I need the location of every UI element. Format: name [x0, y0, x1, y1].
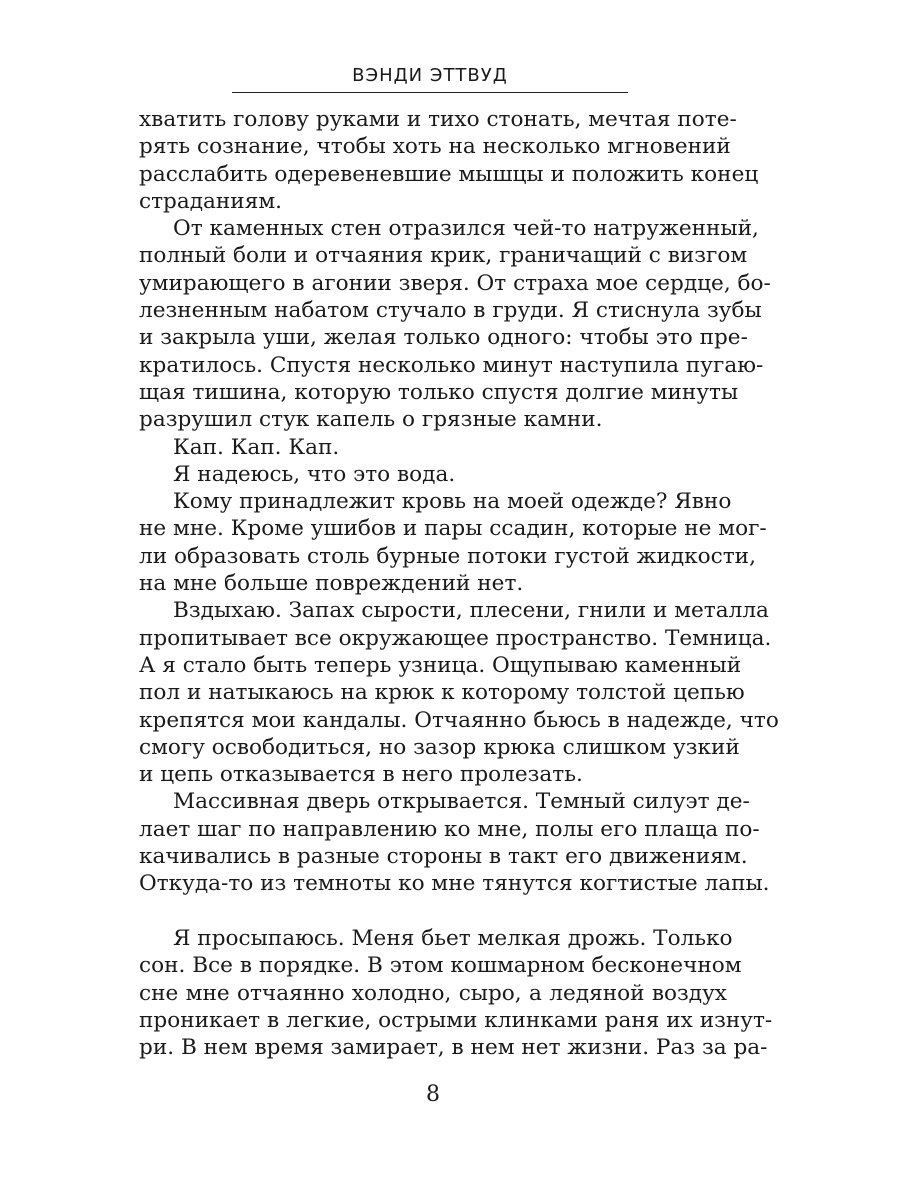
- text-line: кратилось. Спустя несколько минут наступила пугаю-: [139, 352, 764, 378]
- text-line: разрушил стук капель о грязные камни.: [139, 407, 603, 433]
- text-line: расслабить одеревеневшие мышцы и положить конец: [139, 161, 759, 187]
- text-line: проникает в легкие, острыми клинками раня их изнут-: [139, 1007, 773, 1033]
- text-line: Массивная дверь открывается. Темный силуэт де-: [173, 789, 750, 815]
- text-line: А я стало быть теперь узница. Ощупываю каменный: [139, 652, 742, 678]
- text-line: лает шаг по направлению ко мне, полы его плаща по-: [139, 816, 760, 842]
- running-title: ВЭНДИ ЭТТВУД: [352, 65, 508, 86]
- text-line: сон. Все в порядке. В этом кошмарном бесконечном: [139, 953, 742, 979]
- text-line: качивались в разные стороны в такт его движениям.: [139, 844, 748, 870]
- paragraph: [139, 488, 767, 597]
- text-line: лезненным набатом стучало в груди. Я стиснула зубы: [139, 298, 762, 324]
- paragraph: [139, 434, 727, 461]
- text-line: хватить голову руками и тихо стонать, мечтая поте-: [139, 107, 737, 132]
- text-line: и закрыла уши, желая только одного: чтобы это пре-: [139, 325, 748, 351]
- text-line: Я надеюсь, что это вода.: [173, 461, 456, 487]
- text-line: не мне. Кроме ушибов и пары ссадин, которые не мог-: [139, 516, 767, 542]
- text-line: ли образовать столь бурные потоки густой жидкости,: [139, 543, 756, 569]
- paragraph: [139, 925, 773, 1061]
- text-line: Кому принадлежит кровь на моей одежде? Явно: [173, 489, 732, 515]
- paragraph: [139, 461, 727, 488]
- text-line: крепятся мои кандалы. Отчаянно бьюсь в надежде, что: [139, 707, 779, 733]
- text-line: Кап. Кап. Кап.: [173, 434, 340, 460]
- text-line: От каменных стен отразился чей-то натруженный,: [173, 216, 759, 242]
- text-line: страданиям.: [139, 188, 282, 214]
- text-line: умирающего в агонии зверя. От страха мое сердце, бо-: [139, 270, 771, 296]
- paragraph: [139, 106, 759, 215]
- text-line: пропитывает все окружающее пространство. Темница.: [139, 625, 772, 651]
- body-text: [139, 106, 779, 1061]
- text-line: Вздыхаю. Запах сырости, плесени, гнили и металла: [173, 598, 769, 624]
- text-line: полный боли и отчаяния крик, граничащий с визгом: [139, 243, 748, 269]
- text-line: и цепь отказывается в него пролезать.: [139, 762, 583, 788]
- paragraph: [139, 215, 771, 433]
- paragraph: [139, 597, 779, 788]
- text-line: смогу освободиться, но зазор крюка слишком узкий: [139, 734, 740, 760]
- text-line: ри. В нем время замирает, в нем нет жизни. Раз за ра-: [139, 1035, 768, 1061]
- page-number: 8: [426, 1082, 440, 1107]
- running-header: [232, 64, 628, 93]
- paragraph: [139, 788, 770, 897]
- section-break: [139, 898, 727, 925]
- text-line: Откуда-то из темноты ко мне тянутся когтистые лапы.: [139, 871, 770, 897]
- text-line: сне мне отчаянно холодно, сыро, а ледяной воздух: [139, 980, 727, 1006]
- text-line: Я просыпаюсь. Меня бьет мелкая дрожь. Только: [173, 925, 733, 951]
- text-line: на мне больше повреждений нет.: [139, 571, 524, 597]
- text-line: рять сознание, чтобы хоть на несколько мгновений: [139, 134, 731, 160]
- header-rule: [232, 92, 628, 93]
- text-line: щая тишина, которую только спустя долгие минуты: [139, 379, 739, 405]
- text-line: пол и натыкаюсь на крюк к которому толстой цепью: [139, 680, 745, 706]
